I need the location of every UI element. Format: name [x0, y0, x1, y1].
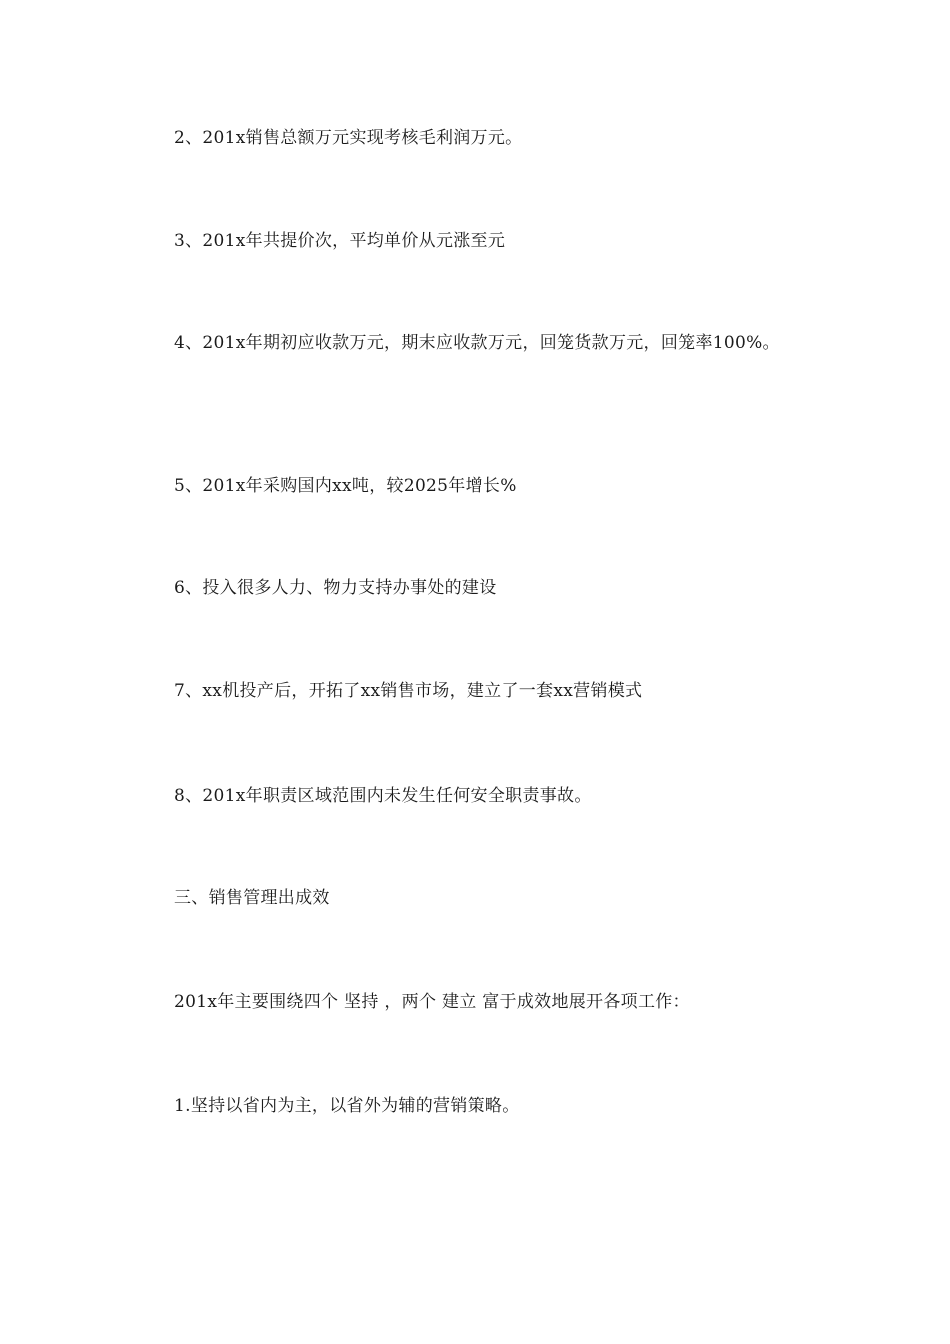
paragraph-item-3: 3、201x年共提价次，平均单价从元涨至元 — [174, 231, 506, 251]
paragraph-item-8: 8、201x年职责区域范围内未发生任何安全职责事故。 — [174, 786, 592, 806]
paragraph-item-2: 2、201x销售总额万元实现考核毛利润万元。 — [174, 128, 523, 148]
strategy-item-1: 1.坚持以省内为主，以省外为辅的营销策略。 — [174, 1096, 520, 1116]
paragraph-item-6: 6、投入很多人力、物力支持办事处的建设 — [174, 578, 497, 598]
paragraph-item-5: 5、201x年采购国内xx吨，较2025年增长% — [174, 476, 517, 496]
section-heading: 三、销售管理出成效 — [174, 888, 330, 908]
paragraph-item-7: 7、xx机投产后，开拓了xx销售市场，建立了一套xx营销模式 — [174, 681, 643, 701]
paragraph-item-4: 4、201x年期初应收款万元，期末应收款万元，回笼货款万元，回笼率100%。 — [174, 333, 780, 353]
section-intro: 201x年主要围绕四个 坚持 ，两个 建立 富于成效地展开各项工作： — [174, 992, 690, 1012]
